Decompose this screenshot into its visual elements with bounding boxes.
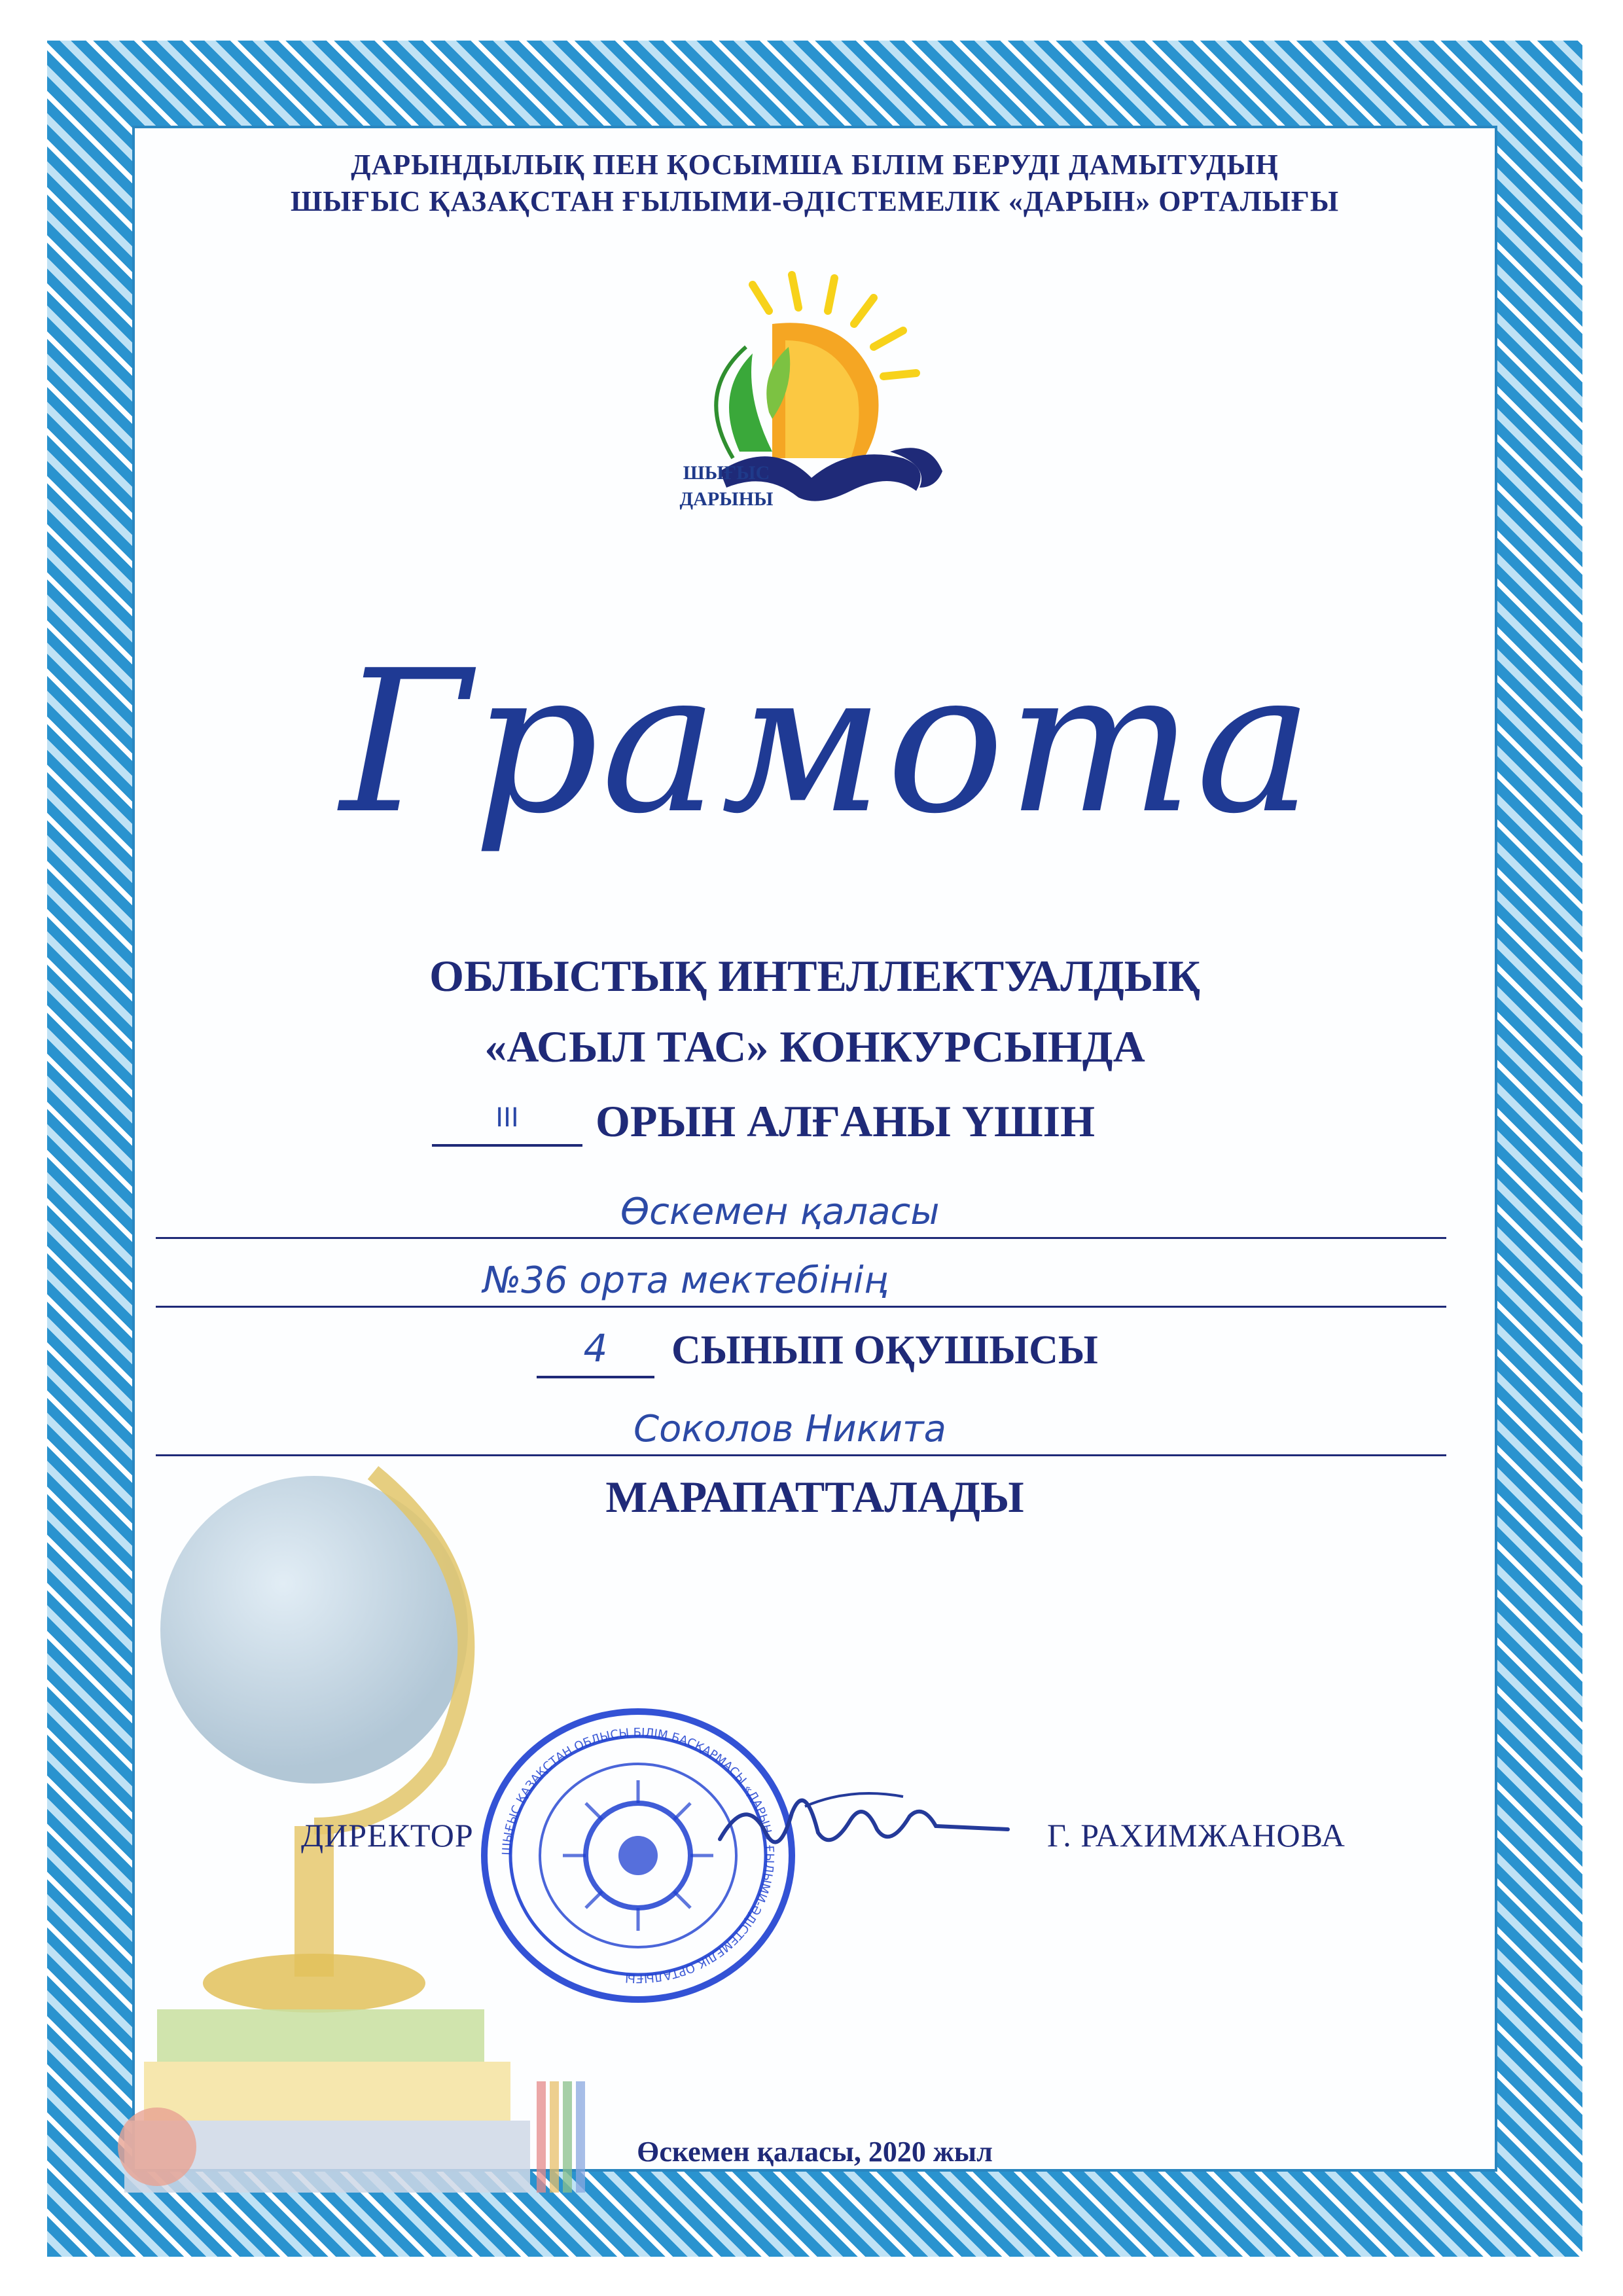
handwritten-student-name: Соколов Никита (633, 1408, 946, 1450)
stamp-text: ШЫҒЫС ҚАЗАҚСТАН ОБЛЫСЫ БІЛІМ БАСҚАРМАСЫ «ДАРЫН» ҒЫЛЫМИ-ӘДІСТЕМЕЛІК ОРТАЛЫҒЫ (499, 1725, 777, 1986)
awarded-label: МАРАПАТТАЛАДЫ (605, 1472, 1024, 1522)
contest-line-1: ОБЛЫСТЫҚ ИНТЕЛЛЕКТУАЛДЫҚ (429, 951, 1200, 1001)
contest-line-2: «АСЫЛ ТАС» КОНКУРСЫНДА (484, 1022, 1145, 1071)
director-label: ДИРЕКТОР (301, 1817, 474, 1854)
handwritten-school: №36 орта мектебінің (483, 1259, 888, 1302)
student-fill-line (156, 1395, 1446, 1456)
organization-line-1: ДАРЫНДЫЛЫҚ ПЕН ҚОСЫМША БІЛІМ БЕРУДІ ДАМЫТУДЫҢ (351, 149, 1279, 181)
logo-caption-line-2: ДАРЫНЫ (679, 488, 774, 510)
handwritten-city: Өскемен қаласы (620, 1191, 940, 1233)
director-signature-icon (707, 1767, 1014, 1872)
place-value: III (432, 1092, 582, 1147)
footer-city-year: Өскемен қаласы, 2020 жыл (637, 2136, 993, 2168)
logo-caption-line-1: ШЫҒЫС (683, 462, 770, 484)
class-row (537, 1321, 1191, 1380)
city-fill-line (156, 1178, 1446, 1239)
organization-line-2: ШЫҒЫС ҚАЗАҚСТАН ҒЫЛЫМИ-ӘДІСТЕМЕЛІК «ДАРЫН» ОРТАЛЫҒЫ (290, 185, 1340, 217)
class-value: 4 (537, 1321, 654, 1378)
director-name: Г. РАХИМЖАНОВА (1047, 1817, 1346, 1854)
certificate-title: Грамота (340, 628, 1316, 857)
place-row (432, 1092, 1217, 1151)
place-label: ОРЫН АЛҒАНЫ ҮШІН (596, 1096, 1096, 1146)
school-fill-line (156, 1247, 1446, 1308)
class-label: СЫНЫП ОҚУШЫСЫ (671, 1328, 1098, 1372)
